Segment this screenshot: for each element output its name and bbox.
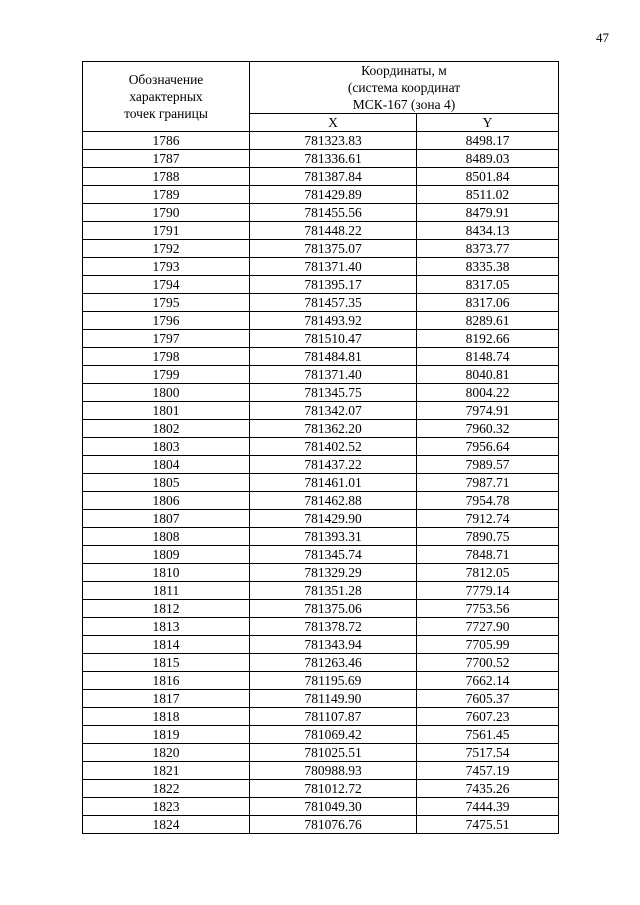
point-cell: 1797 [83,330,250,348]
point-cell: 1800 [83,384,250,402]
table-row [83,132,559,150]
point-cell: 1804 [83,456,250,474]
y-cell: 8289.61 [417,312,559,330]
table-row [83,744,559,762]
y-cell: 7987.71 [417,474,559,492]
table-row [83,672,559,690]
x-cell: 781457.35 [250,294,417,312]
y-cell: 7954.78 [417,492,559,510]
y-cell: 7475.51 [417,816,559,834]
table-row [83,780,559,798]
point-cell: 1806 [83,492,250,510]
table-row [83,168,559,186]
table-row [83,438,559,456]
table-row [83,474,559,492]
x-cell: 781395.17 [250,276,417,294]
y-column-header: Y [417,114,559,132]
point-cell: 1812 [83,600,250,618]
table-row [83,186,559,204]
point-cell: 1809 [83,546,250,564]
x-cell: 781448.22 [250,222,417,240]
point-cell: 1822 [83,780,250,798]
table-row [83,204,559,222]
y-cell: 7753.56 [417,600,559,618]
x-cell: 781107.87 [250,708,417,726]
y-cell: 7912.74 [417,510,559,528]
point-cell: 1798 [83,348,250,366]
y-cell: 8317.06 [417,294,559,312]
table-row [83,726,559,744]
point-column-header [83,62,250,132]
coords-header-line-2: (система координат [347,80,461,95]
y-cell: 7700.52 [417,654,559,672]
x-cell: 781195.69 [250,672,417,690]
table-row [83,816,559,834]
table-row [83,312,559,330]
point-cell: 1816 [83,672,250,690]
x-cell: 781323.83 [250,132,417,150]
point-cell: 1786 [83,132,250,150]
x-cell: 781510.47 [250,330,417,348]
x-cell: 781012.72 [250,780,417,798]
y-cell: 7605.37 [417,690,559,708]
table-row [83,294,559,312]
coordinates-table [82,61,559,834]
y-cell: 7890.75 [417,528,559,546]
x-cell: 781329.29 [250,564,417,582]
x-cell: 781336.61 [250,150,417,168]
point-cell: 1796 [83,312,250,330]
x-cell: 781493.92 [250,312,417,330]
y-cell: 8373.77 [417,240,559,258]
y-cell: 7989.57 [417,456,559,474]
point-cell: 1817 [83,690,250,708]
y-cell: 8501.84 [417,168,559,186]
y-cell: 7607.23 [417,708,559,726]
point-cell: 1821 [83,762,250,780]
table-row [83,762,559,780]
y-cell: 8335.38 [417,258,559,276]
table-row [83,528,559,546]
y-cell: 7956.64 [417,438,559,456]
table-row [83,798,559,816]
point-cell: 1808 [83,528,250,546]
table-row [83,600,559,618]
point-cell: 1823 [83,798,250,816]
y-cell: 8040.81 [417,366,559,384]
point-cell: 1787 [83,150,250,168]
x-cell: 781149.90 [250,690,417,708]
x-cell: 781263.46 [250,654,417,672]
table-row [83,564,559,582]
x-column-header: X [250,114,417,132]
x-cell: 781387.84 [250,168,417,186]
point-cell: 1807 [83,510,250,528]
x-cell: 781393.31 [250,528,417,546]
point-cell: 1803 [83,438,250,456]
table-row [83,150,559,168]
x-cell: 781375.07 [250,240,417,258]
x-cell: 781378.72 [250,618,417,636]
point-cell: 1811 [83,582,250,600]
point-cell: 1815 [83,654,250,672]
point-cell: 1789 [83,186,250,204]
x-cell: 781371.40 [250,258,417,276]
table-row [83,654,559,672]
x-cell: 780988.93 [250,762,417,780]
y-cell: 7561.45 [417,726,559,744]
table-row [83,582,559,600]
x-cell: 781362.20 [250,420,417,438]
y-cell: 7517.54 [417,744,559,762]
y-cell: 7974.91 [417,402,559,420]
point-header-line-1: Обозначение [128,72,204,87]
point-header-line-2: характерных [129,89,203,104]
point-cell: 1818 [83,708,250,726]
coords-header-line-1: Координаты, м [361,63,447,78]
x-cell: 781069.42 [250,726,417,744]
y-cell: 8489.03 [417,150,559,168]
x-cell: 781429.90 [250,510,417,528]
x-cell: 781402.52 [250,438,417,456]
y-cell: 8192.66 [417,330,559,348]
point-cell: 1820 [83,744,250,762]
coords-header-line-3: МСК-167 (зона 4) [352,97,456,112]
x-cell: 781345.75 [250,384,417,402]
y-cell: 7705.99 [417,636,559,654]
page-number: 47 [596,30,609,45]
table-row [83,618,559,636]
y-cell: 8479.91 [417,204,559,222]
y-cell: 8148.74 [417,348,559,366]
y-cell: 8004.22 [417,384,559,402]
y-cell: 7960.32 [417,420,559,438]
point-cell: 1793 [83,258,250,276]
point-cell: 1814 [83,636,250,654]
point-cell: 1788 [83,168,250,186]
point-cell: 1810 [83,564,250,582]
x-cell: 781461.01 [250,474,417,492]
table-row [83,366,559,384]
coordinates-column-header [250,62,559,114]
point-cell: 1791 [83,222,250,240]
x-cell: 781429.89 [250,186,417,204]
point-cell: 1805 [83,474,250,492]
table-row [83,636,559,654]
table-row [83,276,559,294]
x-cell: 781351.28 [250,582,417,600]
point-cell: 1790 [83,204,250,222]
x-cell: 781455.56 [250,204,417,222]
x-cell: 781484.81 [250,348,417,366]
point-cell: 1799 [83,366,250,384]
y-cell: 7779.14 [417,582,559,600]
y-cell: 7435.26 [417,780,559,798]
x-cell: 781345.74 [250,546,417,564]
point-cell: 1819 [83,726,250,744]
x-cell: 781375.06 [250,600,417,618]
table-header [83,62,559,132]
table-row [83,690,559,708]
table-body [83,132,559,834]
table-row [83,348,559,366]
table-row [83,384,559,402]
x-cell: 781371.40 [250,366,417,384]
y-cell: 8317.05 [417,276,559,294]
point-cell: 1813 [83,618,250,636]
x-cell: 781342.07 [250,402,417,420]
y-cell: 7848.71 [417,546,559,564]
y-cell: 8434.13 [417,222,559,240]
table-row [83,708,559,726]
table-row [83,240,559,258]
y-cell: 7662.14 [417,672,559,690]
point-cell: 1792 [83,240,250,258]
x-cell: 781343.94 [250,636,417,654]
x-cell: 781462.88 [250,492,417,510]
point-cell: 1794 [83,276,250,294]
y-cell: 7457.19 [417,762,559,780]
point-header-line-3: точек границы [124,106,208,121]
table-row [83,510,559,528]
point-cell: 1824 [83,816,250,834]
x-cell: 781049.30 [250,798,417,816]
table-row [83,222,559,240]
table-row [83,456,559,474]
table-row [83,330,559,348]
table-row [83,402,559,420]
y-cell: 7727.90 [417,618,559,636]
point-cell: 1801 [83,402,250,420]
y-cell: 7812.05 [417,564,559,582]
table-row [83,546,559,564]
y-cell: 7444.39 [417,798,559,816]
table-row [83,420,559,438]
y-cell: 8511.02 [417,186,559,204]
x-cell: 781025.51 [250,744,417,762]
point-cell: 1802 [83,420,250,438]
y-cell: 8498.17 [417,132,559,150]
x-cell: 781437.22 [250,456,417,474]
x-cell: 781076.76 [250,816,417,834]
point-cell: 1795 [83,294,250,312]
table-row [83,492,559,510]
table-row [83,258,559,276]
